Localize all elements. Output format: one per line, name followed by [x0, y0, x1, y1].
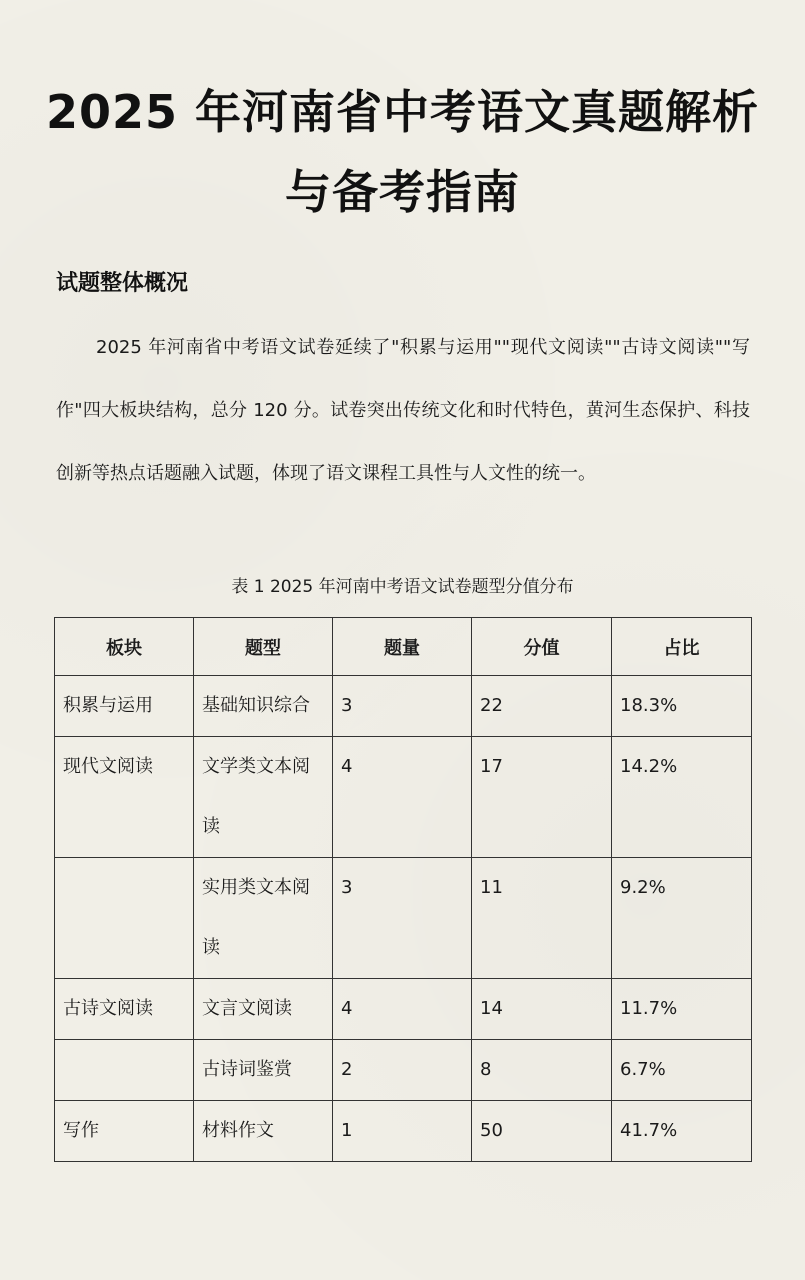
table-cell: 写作	[55, 1101, 194, 1162]
table-cell: 11.7%	[612, 979, 752, 1040]
table-cell: 古诗词鉴赏	[194, 1040, 333, 1101]
table-cell: 2	[333, 1040, 472, 1101]
table-cell: 22	[472, 676, 612, 737]
table-cell: 3	[333, 676, 472, 737]
table-cell: 11	[472, 858, 612, 979]
table-cell	[55, 1040, 194, 1101]
table-cell: 现代文阅读	[55, 737, 194, 858]
table-cell: 8	[472, 1040, 612, 1101]
section-heading: 试题整体概况	[56, 271, 189, 296]
table-cell: 积累与运用	[55, 676, 194, 737]
table-row	[55, 676, 752, 737]
table-cell: 9.2%	[612, 858, 752, 979]
table-cell: 文言文阅读	[194, 979, 333, 1040]
table-row	[55, 979, 752, 1040]
table-caption: 表 1 2025 年河南中考语文试卷题型分值分布	[231, 577, 574, 597]
table-cell: 4	[333, 979, 472, 1040]
table-cell: 实用类文本阅读	[194, 858, 333, 979]
table-cell: 50	[472, 1101, 612, 1162]
table-cell: 14.2%	[612, 737, 752, 858]
table-cell: 3	[333, 858, 472, 979]
table-cell: 1	[333, 1101, 472, 1162]
table-header-row	[55, 618, 752, 676]
header-cell-count: 题量	[333, 618, 472, 676]
table-cell: 14	[472, 979, 612, 1040]
table-row	[55, 737, 752, 858]
header-cell-section: 板块	[55, 618, 194, 676]
table-cell: 基础知识综合	[194, 676, 333, 737]
page-title: 2025 年河南省中考语文真题解析与备考指南	[45, 85, 760, 219]
header-cell-type: 题型	[194, 618, 333, 676]
header-cell-score: 分值	[472, 618, 612, 676]
score-distribution-table	[54, 617, 752, 1162]
table-cell: 古诗文阅读	[55, 979, 194, 1040]
table-row	[55, 1101, 752, 1162]
table-cell: 17	[472, 737, 612, 858]
overview-paragraph: 2025 年河南省中考语文试卷延续了"积累与运用""现代文阅读""古诗文阅读""写作"四大板块结构，总分 120 分。试卷突出传统文化和时代特色，黄河生态保护、科技创新等热点话题融入试题，体现了语文课程工具性与人文性的统一。	[56, 337, 750, 484]
table-cell: 材料作文	[194, 1101, 333, 1162]
table-row	[55, 858, 752, 979]
table-row	[55, 1040, 752, 1101]
table-cell	[55, 858, 194, 979]
table-cell: 18.3%	[612, 676, 752, 737]
table-cell: 文学类文本阅读	[194, 737, 333, 858]
header-cell-ratio: 占比	[612, 618, 752, 676]
table-cell: 41.7%	[612, 1101, 752, 1162]
table-cell: 4	[333, 737, 472, 858]
table-cell: 6.7%	[612, 1040, 752, 1101]
